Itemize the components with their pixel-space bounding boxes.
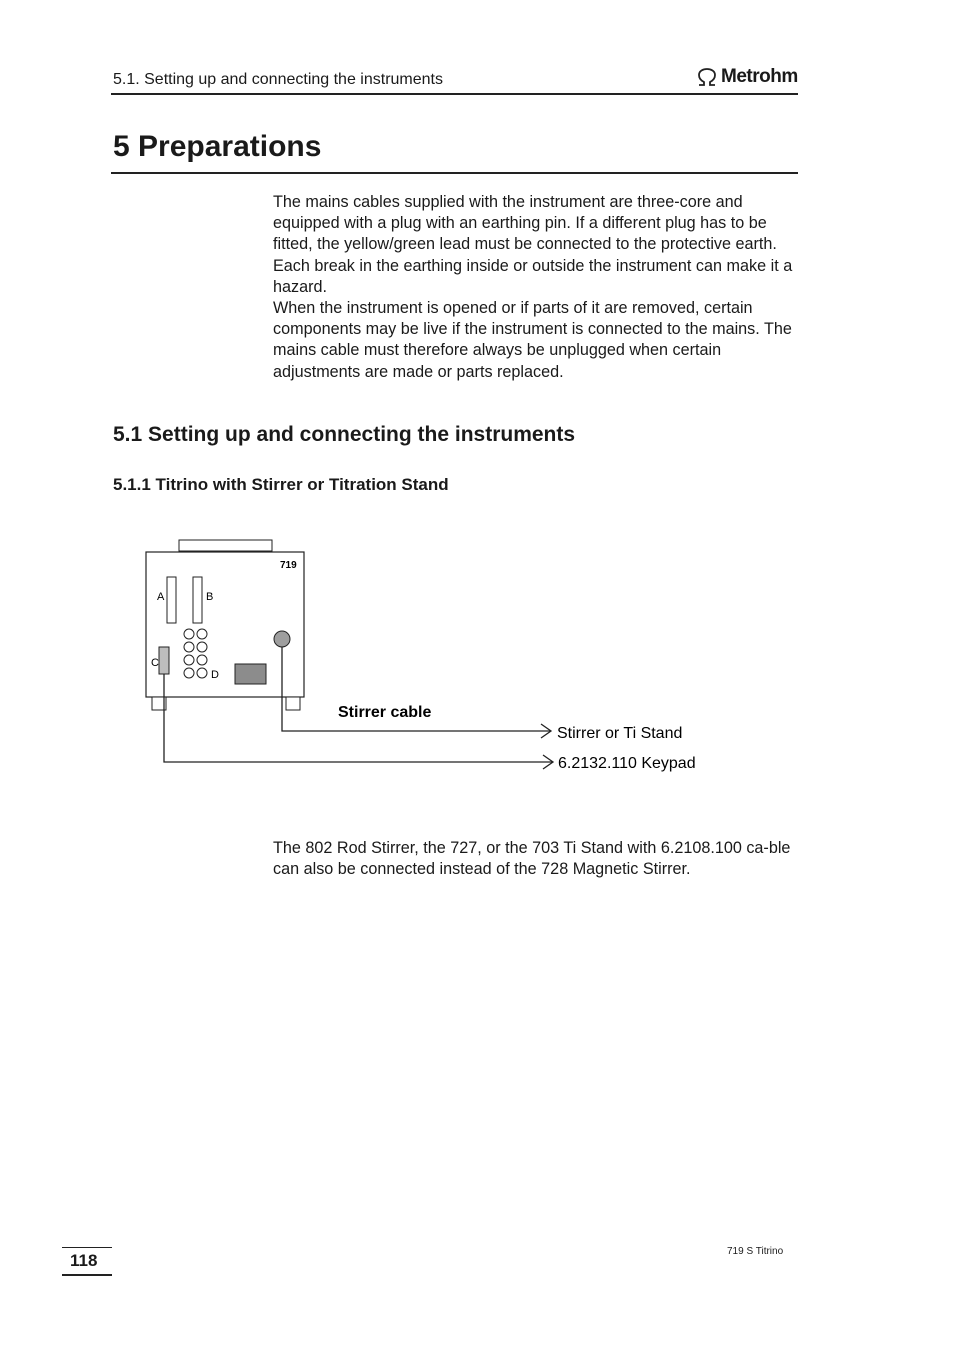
logo-wordmark: Metrohm bbox=[721, 66, 798, 87]
subsection-heading: 5.1.1 Titrino with Stirrer or Titration Stand bbox=[113, 475, 449, 494]
chapter-title: 5 Preparations bbox=[113, 130, 322, 163]
instrument-rear-panel bbox=[146, 552, 304, 697]
intro-paragraph-2: When the instrument is opened or if parts of it are removed, certain components may be live if the instrument is connected to the mains. The mains cable must therefore always be unplugged when certain adjustments are made or parts replaced. bbox=[273, 299, 792, 381]
page-number: 118 bbox=[70, 1251, 98, 1270]
stirrer-socket bbox=[274, 631, 290, 647]
chapter-divider bbox=[111, 172, 798, 174]
footer-product: 719 S Titrino bbox=[727, 1246, 784, 1257]
running-header: 5.1. Setting up and connecting the instruments bbox=[113, 71, 443, 88]
socket-d-label: D bbox=[211, 669, 219, 681]
metrohm-logo bbox=[696, 66, 798, 88]
model-label: 719 bbox=[280, 560, 297, 571]
intro-paragraph-1: The mains cables supplied with the instrument are three-core and equipped with a plug with an earthing pin. If a different plug has to be fitted, the yellow/green lead must be connected to the protective earth. Each break in the earthing inside or outside the instrument can make it a hazard. bbox=[273, 193, 793, 296]
connection-diagram bbox=[0, 520, 954, 800]
socket-b-label: B bbox=[206, 591, 214, 603]
section-heading: 5.1 Setting up and connecting the instruments bbox=[113, 423, 576, 446]
socket-a-label: A bbox=[157, 591, 165, 603]
intro-text bbox=[273, 192, 798, 383]
page-number-top-rule bbox=[62, 1247, 112, 1248]
header-divider bbox=[111, 93, 798, 95]
stirrer-target-label: Stirrer or Ti Stand bbox=[557, 725, 683, 742]
omega-logo-icon bbox=[696, 67, 718, 87]
socket-c bbox=[159, 647, 169, 674]
keypad-target-label: 6.2132.110 Keypad bbox=[558, 755, 696, 772]
note-text: The 802 Rod Stirrer, the 727, or the 703 Ti Stand with 6.2108.100 ca-ble can also be connected instead of the 728 Magnetic Stirrer. bbox=[273, 839, 791, 879]
socket-c-label: C bbox=[151, 657, 159, 669]
top-connector bbox=[179, 540, 272, 551]
panel-window bbox=[235, 664, 266, 684]
stirrer-cable-label: Stirrer cable bbox=[338, 704, 432, 721]
page-number-bottom-rule bbox=[62, 1274, 112, 1276]
right-foot bbox=[286, 697, 300, 710]
